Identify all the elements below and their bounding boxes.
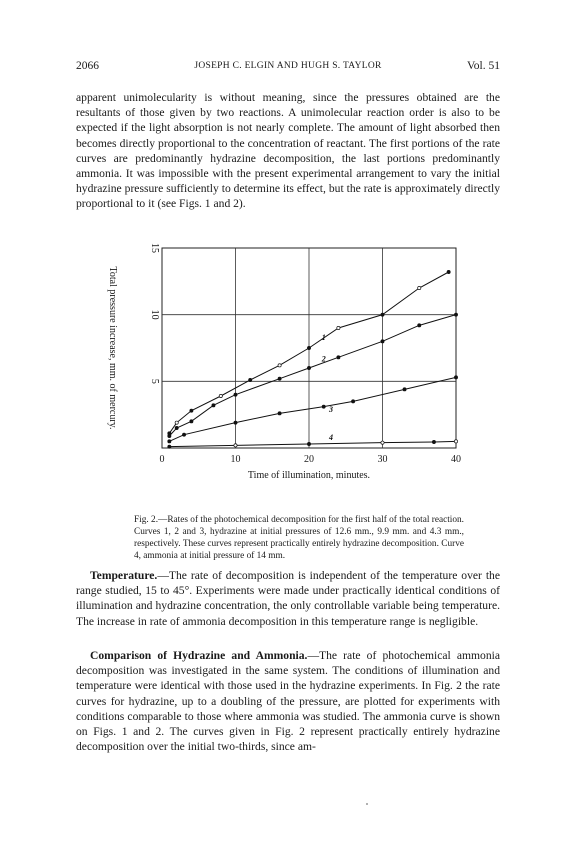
body-paragraph-1: apparent unimolecularity is without meaning, since the pressures obtained are the resultants of those given by two reactions. A unimolecular reaction order is also to be expected if the light absorption is not nearly complete. The amount of light absorbed then becomes directly proportional to the concentration of reactant. The first portions of the rate curves are predominantly hydrazine decomposition, the last portions predominantly ammonia. It was impossible with the present experimental arrangement to vary the initial hydrazine pressure sufficiently to determine its effect, but the rate is approximately directly proportional to it (see Figs. 1 and 2). <box>76 91 500 211</box>
data-point-3 <box>454 376 457 379</box>
temperature-text: —The rate of decomposition is independent of the temperature over the range studied, 15 to 45°. Experiments were made under practically identical conditions of illumination and hydrazine concentration, the only controllable variable being temperature. The increase in rate of ammonia decomposition in this temperature range is negligible. <box>76 569 500 628</box>
data-point-1 <box>249 378 252 381</box>
data-point-4 <box>381 441 384 444</box>
y-tick-label: 15 <box>149 243 160 253</box>
x-tick-label: 20 <box>304 454 314 465</box>
data-point-2 <box>175 426 178 429</box>
x-tick-label: 10 <box>230 454 241 465</box>
data-point-1 <box>418 286 421 289</box>
data-point-3 <box>278 412 281 415</box>
y-axis-label: Total pressure increase, mm. of mercury. <box>107 266 118 430</box>
x-axis-label: Time of illumination, minutes. <box>247 470 371 480</box>
data-point-2 <box>381 340 384 343</box>
series-line-3 <box>169 377 456 441</box>
y-tick-label: 5 <box>149 378 160 384</box>
figure-2 <box>100 240 480 480</box>
body-paragraph-comparison <box>76 648 500 754</box>
data-point-1 <box>190 409 193 412</box>
data-point-1 <box>307 346 310 349</box>
data-point-1 <box>175 421 178 424</box>
running-header <box>76 60 500 76</box>
data-point-2 <box>454 313 457 316</box>
data-point-2 <box>278 377 281 380</box>
data-point-4 <box>168 445 171 448</box>
rate-chart <box>100 240 480 480</box>
data-point-4 <box>432 440 435 443</box>
data-point-3 <box>403 388 406 391</box>
data-point-4 <box>454 440 457 443</box>
series-line-4 <box>169 441 456 446</box>
page-speck <box>366 803 368 805</box>
series-label-4: 4 <box>329 433 334 442</box>
series-label-3: 3 <box>329 405 334 414</box>
series-label-1: 1 <box>321 333 326 342</box>
data-point-1 <box>219 394 222 397</box>
body-paragraph-temperature <box>76 568 500 629</box>
data-point-4 <box>234 444 237 447</box>
data-point-2 <box>190 420 193 423</box>
data-point-3 <box>168 440 171 443</box>
y-tick-label: 10 <box>149 309 160 320</box>
data-point-3 <box>322 405 325 408</box>
data-point-2 <box>307 366 310 369</box>
data-point-4 <box>307 442 310 445</box>
comparison-text: —The rate of photochemical ammonia decomposition was investigated in the same system. The conditions of illumination and temperature were identical with those used in the hydrazine experiments. In Fig. 2 the rate curves for hydrazine, up to a doubling of the pressure, are plotted for experiments with conditions comparable to those where ammonia was studied. The ammonia curve is shown on Figs. 1 and 2. The curves given in Fig. 2 represent practically entirely hydrazine decomposition over the initial two-thirds, since am- <box>76 649 500 754</box>
data-point-2 <box>234 393 237 396</box>
series-label-2: 2 <box>321 354 326 364</box>
x-tick-label: 30 <box>377 454 388 465</box>
data-point-3 <box>234 421 237 424</box>
data-point-2 <box>337 356 340 359</box>
running-head-authors: JOSEPH C. ELGIN AND HUGH S. TAYLOR <box>194 61 382 71</box>
x-tick-label: 0 <box>159 454 165 465</box>
data-point-1 <box>337 326 340 329</box>
data-point-3 <box>182 433 185 436</box>
section-heading-comparison: Comparison of Hydrazine and Ammonia. <box>90 649 308 662</box>
data-point-1 <box>381 313 384 316</box>
volume-number: Vol. 51 <box>466 60 500 72</box>
data-point-1 <box>447 270 450 273</box>
data-point-2 <box>168 434 171 437</box>
section-heading-temperature: Temperature. <box>90 569 158 582</box>
page-number: 2066 <box>76 60 99 72</box>
series-line-2 <box>169 315 456 436</box>
data-point-3 <box>352 400 355 403</box>
x-tick-label: 40 <box>451 454 461 465</box>
data-point-2 <box>212 404 215 407</box>
data-point-2 <box>418 324 421 327</box>
data-point-1 <box>278 364 281 367</box>
figure-caption: Fig. 2.—Rates of the photochemical decomposition for the first half of the total reaction. Curves 1, 2 and 3, hydrazine at initial pressures of 12.6 mm., 9.9 mm. and 4.3 mm., respectively. These curves represent practically entirely hydrazine decomposition. Curve 4, ammonia at initial pressure of 14 mm. <box>134 515 464 561</box>
